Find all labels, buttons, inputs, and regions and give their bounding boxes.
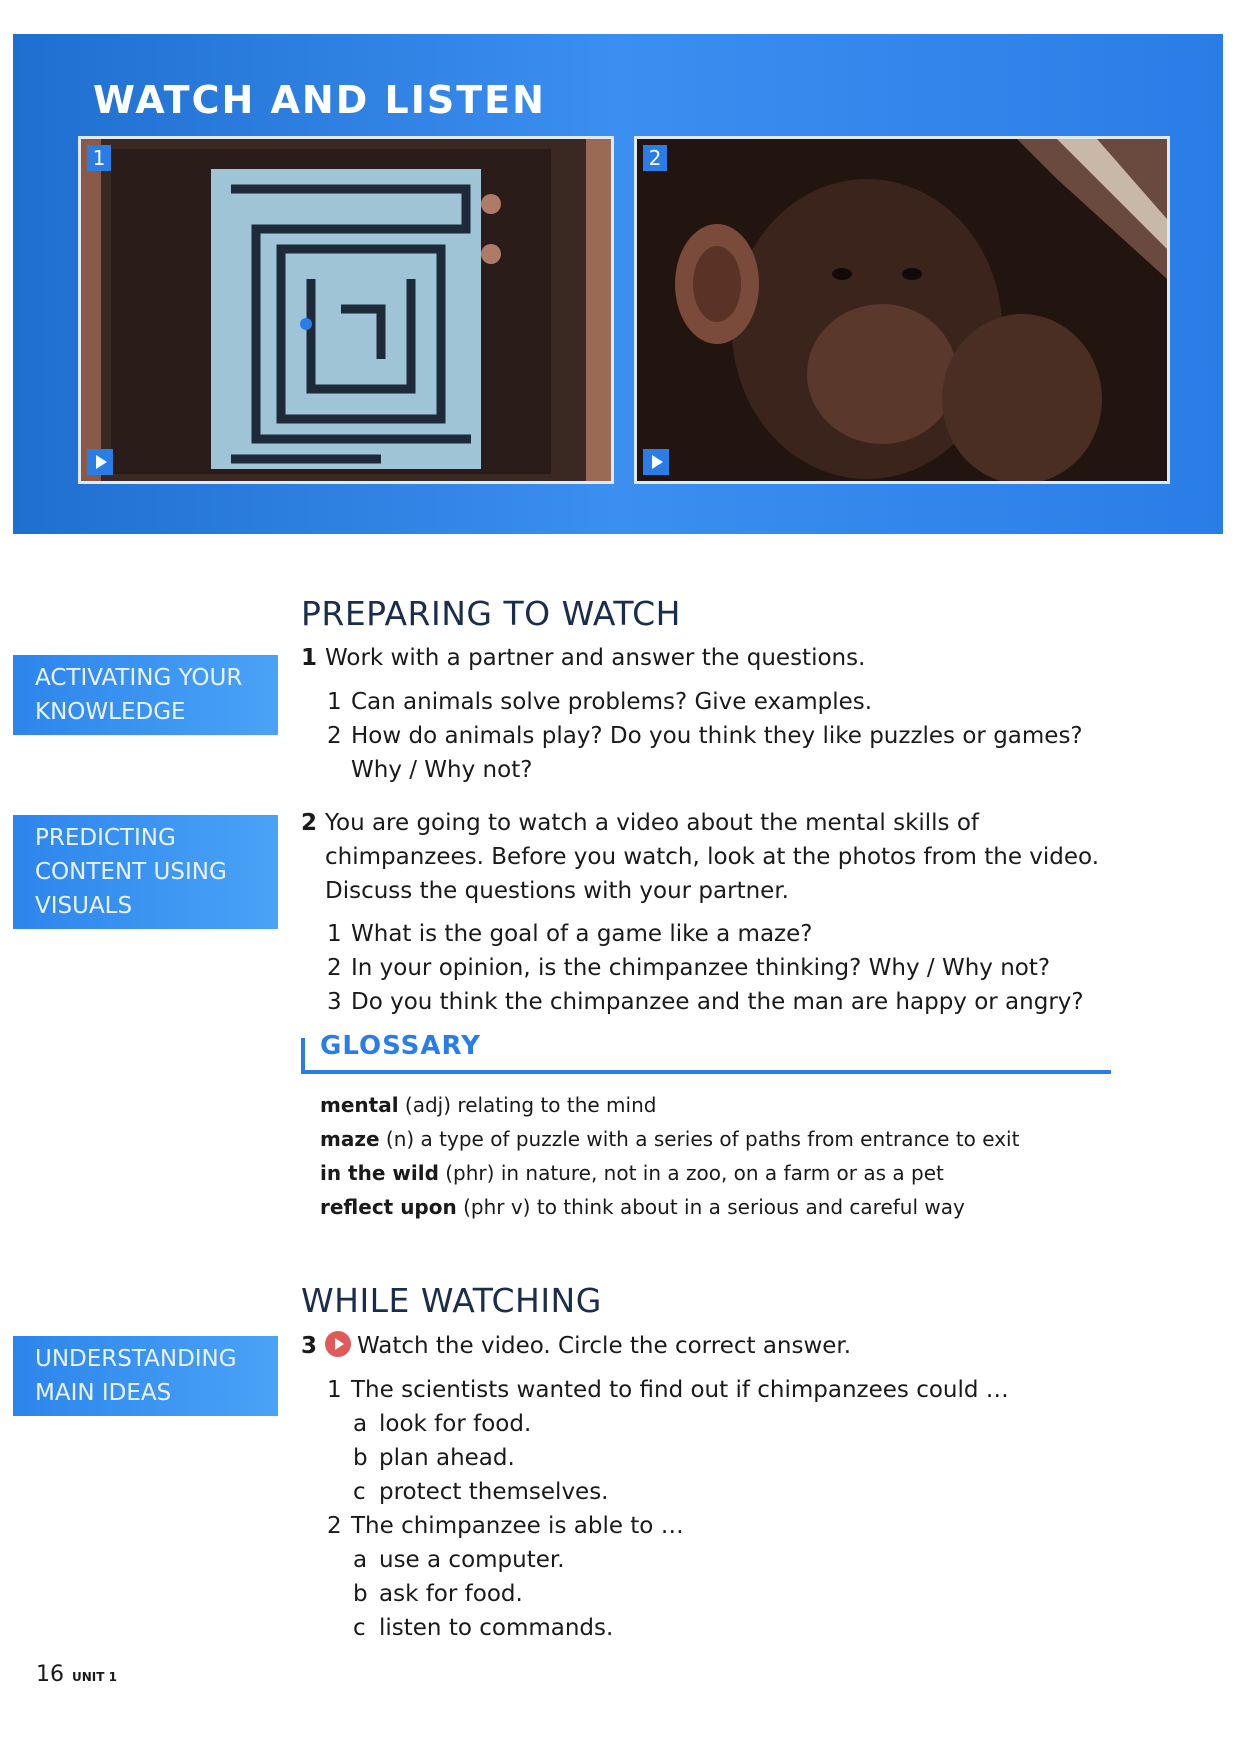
- play-icon[interactable]: [643, 449, 669, 475]
- glossary-entry: [320, 1158, 944, 1188]
- list-item: [327, 685, 872, 719]
- list-item: [327, 1373, 1009, 1407]
- glossary-term: mental: [320, 1093, 399, 1117]
- question-2: [301, 806, 1121, 840]
- list-item: [327, 917, 812, 951]
- option-letter: b: [353, 1445, 368, 1471]
- list-item: [327, 1509, 684, 1543]
- play-icon[interactable]: [87, 449, 113, 475]
- question-text-line3: Discuss the questions with your partner.: [325, 878, 789, 904]
- section-heading-preparing: PREPARING TO WATCH: [301, 594, 681, 633]
- tag-predicting-content: PREDICTING CONTENT USING VISUALS: [13, 815, 278, 929]
- answer-option[interactable]: [353, 1577, 523, 1611]
- option-text: use a computer.: [379, 1547, 565, 1573]
- page-number: 16: [36, 1662, 64, 1687]
- item-text: What is the goal of a game like a maze?: [351, 921, 813, 947]
- video-frame-chimpanzee[interactable]: [634, 136, 1170, 484]
- section-heading-while-watching: WHILE WATCHING: [301, 1281, 602, 1320]
- frame-number-1: 1: [87, 145, 111, 171]
- item-number: 2: [327, 955, 342, 981]
- video-frame-maze[interactable]: [78, 136, 614, 484]
- question-text: Watch the video. Circle the correct answer.: [357, 1333, 852, 1359]
- glossary-pos: (phr): [445, 1161, 495, 1185]
- unit-label: UNIT 1: [72, 1670, 117, 1684]
- item-text: The chimpanzee is able to …: [351, 1513, 684, 1539]
- glossary-pos: (n): [385, 1127, 415, 1151]
- item-number: 3: [327, 989, 342, 1015]
- option-letter: c: [353, 1615, 366, 1641]
- item-text: Do you think the chimpanzee and the man are happy or angry?: [351, 989, 1084, 1015]
- glossary-term: in the wild: [320, 1161, 439, 1185]
- answer-option[interactable]: [353, 1475, 609, 1509]
- option-letter: c: [353, 1479, 366, 1505]
- glossary-definition: a type of puzzle with a series of paths from entrance to exit: [420, 1127, 1020, 1151]
- page-footer: [36, 1662, 117, 1687]
- glossary-title: GLOSSARY: [320, 1031, 481, 1061]
- answer-option[interactable]: [353, 1543, 565, 1577]
- question-text-line1: You are going to watch a video about the mental skills of: [325, 810, 980, 836]
- answer-option[interactable]: [353, 1441, 515, 1475]
- item-number: 1: [327, 921, 342, 947]
- glossary-pos: (phr v): [463, 1195, 531, 1219]
- glossary-entry: [320, 1090, 656, 1120]
- question-text: Work with a partner and answer the questions.: [325, 645, 866, 671]
- banner-title: WATCH AND LISTEN: [93, 78, 546, 122]
- question-text-line2: chimpanzees. Before you watch, look at the photos from the video.: [325, 844, 1100, 870]
- glossary-definition: relating to the mind: [457, 1093, 657, 1117]
- glossary-term: maze: [320, 1127, 380, 1151]
- video-play-icon[interactable]: [325, 1331, 351, 1357]
- option-letter: a: [353, 1547, 368, 1573]
- question-number: 3: [301, 1333, 318, 1359]
- glossary-pos: (adj): [404, 1093, 452, 1117]
- answer-option[interactable]: [353, 1611, 613, 1645]
- list-item: [327, 719, 1083, 753]
- list-item-continuation: Why / Why not?: [351, 757, 533, 783]
- option-text: protect themselves.: [379, 1479, 609, 1505]
- glossary-term: reflect upon: [320, 1195, 457, 1219]
- option-text: look for food.: [379, 1411, 532, 1437]
- option-text: plan ahead.: [379, 1445, 515, 1471]
- list-item: [327, 985, 1084, 1019]
- frame-number-2: 2: [643, 145, 667, 171]
- watch-and-listen-banner: [13, 34, 1223, 534]
- item-text: How do animals play? Do you think they like puzzles or games?: [351, 723, 1083, 749]
- option-text: listen to commands.: [379, 1615, 614, 1641]
- question-number: 1: [301, 645, 318, 671]
- answer-option[interactable]: [353, 1407, 531, 1441]
- item-text: In your opinion, is the chimpanzee thinking? Why / Why not?: [351, 955, 1051, 981]
- option-letter: b: [353, 1581, 368, 1607]
- item-number: 2: [327, 1513, 342, 1539]
- list-item: [327, 951, 1050, 985]
- glossary-definition: to think about in a serious and careful way: [536, 1195, 965, 1219]
- item-number: 2: [327, 723, 342, 749]
- item-number: 1: [327, 689, 342, 715]
- question-number: 2: [301, 810, 318, 836]
- glossary-entry: [320, 1192, 965, 1222]
- item-number: 1: [327, 1377, 342, 1403]
- option-text: ask for food.: [379, 1581, 523, 1607]
- maze-screen-image: [81, 139, 611, 481]
- item-text: The scientists wanted to find out if chimpanzees could …: [351, 1377, 1009, 1403]
- question-3: [301, 1329, 1121, 1363]
- glossary-entry: [320, 1124, 1019, 1154]
- glossary-divider: [301, 1070, 1111, 1074]
- chimpanzee-image: [637, 139, 1167, 481]
- tag-activating-knowledge: ACTIVATING YOUR KNOWLEDGE: [13, 655, 278, 735]
- option-letter: a: [353, 1411, 368, 1437]
- item-text: Can animals solve problems? Give examples.: [351, 689, 873, 715]
- tag-understanding-main-ideas: UNDERSTANDING MAIN IDEAS: [13, 1336, 278, 1416]
- question-1: [301, 641, 1121, 675]
- glossary-bar: [301, 1038, 305, 1074]
- glossary-definition: in nature, not in a zoo, on a farm or as a pet: [500, 1161, 944, 1185]
